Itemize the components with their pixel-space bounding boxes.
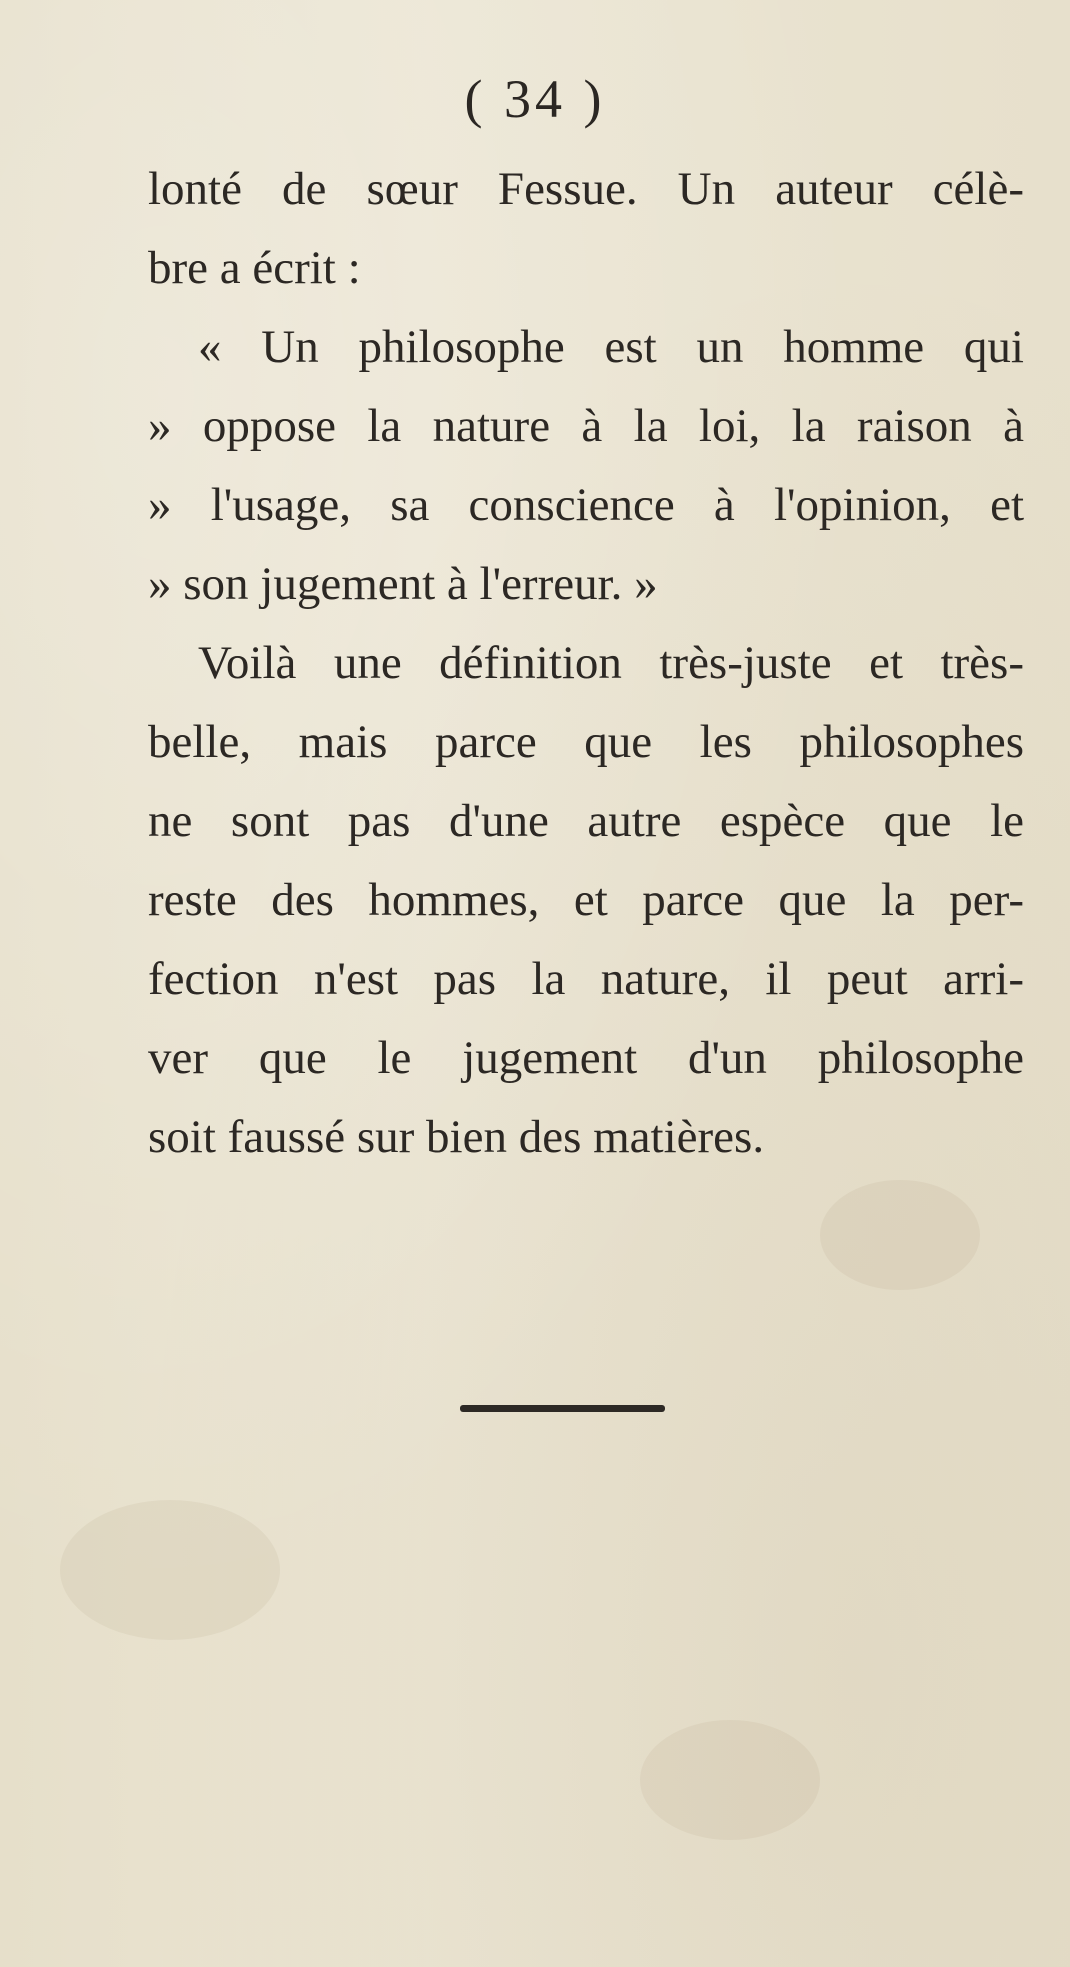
text-line: bre a écrit :	[148, 242, 361, 294]
text-line: fection n'est pas la nature, il peut arri-	[148, 953, 1024, 1005]
text-line: belle, mais parce que les philosophes	[148, 716, 1024, 768]
quote-line: » son jugement à l'erreur. »	[148, 558, 658, 610]
quote-line: « Un philosophe est un homme qui	[198, 321, 1024, 373]
paper-stain	[640, 1720, 820, 1840]
paper-stain	[60, 1500, 280, 1640]
text-line: ne sont pas d'une autre espèce que le	[148, 795, 1024, 847]
text-line: ver que le jugement d'un philosophe	[148, 1032, 1024, 1084]
text-line: lonté de sœur Fessue. Un auteur célè-	[148, 163, 1024, 215]
section-divider-rule	[460, 1405, 665, 1412]
quote-line: » oppose la nature à la loi, la raison à	[148, 400, 1024, 452]
body-text	[148, 150, 1024, 1177]
page-number: ( 34 )	[464, 69, 606, 129]
text-line: soit faussé sur bien des matières.	[148, 1111, 765, 1163]
text-line: Voilà une définition très-juste et très-	[198, 637, 1024, 689]
text-line: reste des hommes, et parce que la per-	[148, 874, 1024, 926]
paper-stain	[820, 1180, 980, 1290]
quote-line: » l'usage, sa conscience à l'opinion, et	[148, 479, 1024, 531]
